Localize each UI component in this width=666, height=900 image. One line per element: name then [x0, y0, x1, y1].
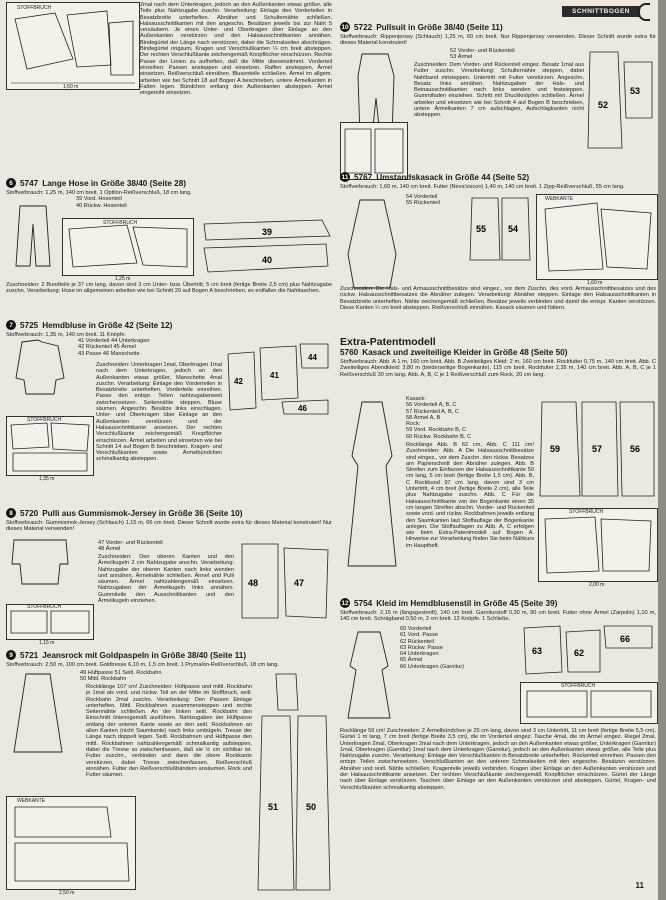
- svg-text:41: 41: [270, 371, 279, 380]
- section-heading: [6, 178, 332, 188]
- section-title: Kasack und zweiteilige Kleider in Größe 48 (Seite 50): [362, 348, 568, 357]
- piece-list: [98, 540, 163, 553]
- stoffbruch-label: STOFFBRUCH: [17, 5, 52, 11]
- shirtdress-illustration: [342, 626, 396, 722]
- page-number: 11: [635, 881, 644, 890]
- blouse-illustration: [8, 338, 72, 396]
- list-item: 64 Unterkragen: [400, 651, 439, 658]
- section-5760: [340, 336, 656, 588]
- svg-text:48: 48: [248, 578, 259, 588]
- stoffbruch-label: STOFFBRUCH: [103, 220, 138, 226]
- layout-diagram-5721: [6, 796, 136, 896]
- trouser-pattern-pieces: [202, 218, 332, 278]
- svg-text:62: 62: [574, 648, 585, 658]
- dress-illustration: [342, 396, 402, 574]
- pattern-code: 5767: [354, 172, 373, 182]
- fabric-usage: Stoffverbrauch: 1,25 m, 140 cm breit. 1 Optilon-Reißverschluß, 18 cm lang.: [6, 190, 192, 196]
- section-5721: [6, 650, 332, 896]
- layout-diagram-5720: [6, 604, 94, 646]
- svg-text:42: 42: [234, 377, 243, 386]
- section-title: Jeansrock mit Goldpaspeln in Größe 38/40 (Seite 11): [42, 650, 247, 660]
- list-item: 60 Rückw. Rockbahn B, C: [406, 433, 471, 440]
- svg-text:52: 52: [598, 100, 609, 110]
- svg-text:47: 47: [294, 578, 305, 588]
- section-text: Rocklänge Abb. B 62 cm, Abb. C 111 cm! Zuschneiden: Abb. A Die Halsausschnittbesätze sind eingez., vor dem Zuschn. den rückw. Besatzes am Papierschnitt den Abnäher zulegen. Abb. B Streifen zum Einfassen der Halsausschnittkante 50 cm lang, 5 cm breit (fertige Breite 1,5 cm). Abb. B, C Rockbund 97 cm lang, davon sind 3 cm Untertritt, 4 cm breit (fertige Breite 2 cm), alle Teile plus Nahtzugabe zuschn. Abb. C Für die Halsausschnittkante von der Bogenkante einen 35 cm langen Streifen abschn. Vorder- und Rückenteil sowie vord. und rückw. Rockbahnen jeweils entlang den Saumkanten laut Stoffauflage der Bogenkante anlegen. Die Stoffauflagen zu Abb. A, C erfolgen wie beim Extra-Patentmodell auf Bogen A. Hinweise zur Verarbeitung finden Sie beim Nähkurs im Hauptheft.: [406, 442, 534, 549]
- pullover-pattern-pieces: [238, 538, 332, 622]
- svg-text:66: 66: [620, 634, 631, 644]
- trousers-illustration: [8, 204, 58, 268]
- fabric-usage: Stoffverbrauch: 1,60 m, 140 cm breit. Futter (Neva'viscon) 1,40 m, 140 cm breit. 1 Zipp-Reißverschluß, 55 cm lang.: [340, 184, 625, 190]
- pattern-code: 5725: [20, 320, 39, 330]
- pullover-illustration: [8, 534, 72, 586]
- list-item: 53 Ärmel: [450, 54, 473, 61]
- section-title: Kleid im Hemdblusenstil in Größe 45 (Seite 39): [376, 598, 558, 608]
- number-badge: 7: [6, 320, 16, 330]
- fabric-usage: Stoffverbrauch: Gummismok-Jersey (Schlauch) 1,15 m, 66 cm breit. Dieser Schnitt wurde extra für dieses Material konstruiert! Nur dieses Material verwenden!: [6, 520, 332, 533]
- svg-text:46: 46: [298, 404, 307, 413]
- page-tab-marker: [638, 3, 650, 21]
- layout-diagram-5747: [62, 218, 194, 282]
- svg-text:54: 54: [508, 224, 519, 234]
- list-item: 60 Vorderteil: [400, 626, 432, 632]
- section-text: Zuschneiden: Die Hals- und Armausschnittbesätze sind eingez., vor dem Zuschn. des vord. Armausschnittbesatzes und des rückw. Halsausschnittbesatzes die Abnäher zulegen. Verarbeitung: Abnäher steppen. Einlage den Halsausschnittkanten in Besatzbreite unterheften. Nähte zeichengemäß schließen. Besätze jeweils verbinden und damit die entspr. Kanten verstürzen. Diese Kanten ¼ cm breit absteppen. Reißverschluß einnähen. Kasack säumen und füttern.: [340, 286, 656, 311]
- section-text: Rocklänge 59 cm! Zuschneiden: 2 Ärmelbündchen je 25 cm lang, davon sind 3 cm Untertritt, 11 cm breit (fertige Breite 5,5 cm). Gürtel 1 m lang, 7 cm breit (fertige Breite 3,5 cm), die im Vorderteil eingez. Tasche 4mal, die im Ärmel eingez. Riegel 2mal, Unterkragen 2mal, Oberkragen 2mal nach dem Unterkragen, jedoch an den Außenkanten etwas größer, Unterkragen (Garnitur) 1mal, Oberkragen (Garnitur) 1mal nach dem Unterkragen (Garnitur), jedoch an den Außenkanten etwas größer, alle Teile plus Nahtzugabe zuschn. Verarbeitung: Einlage den Verschlußkanten in Besatzbreite unterheften. Rückenteil einreihen. Passen den entspr. Teilen zwischensetzen. Verschlußkanten an den unteren Schmalseiten mit den angeschn. Besätzen verstürzen. Abnäher und restl. Nähte schließen. Kragenteile jeweils verbinden. Kragen über Einlage an den Außenkanten verstürzen und der Halsausschnittkante ansetzen. Der rechten Verschlußkante zeichengemäß Knopflöcher einschürzen. Gürtel der Länge nach über Einlage verstürzen. Taschen über Einlage an den Außenkanten verstürzen und absteppen. Gürtel, Kragen- und Verschlußkanten schmalkantig absteppen.: [340, 728, 656, 791]
- list-item: 61 Vord. Passe: [400, 632, 438, 639]
- piece-list: [80, 670, 161, 683]
- list-item: 43 Passe 46 Manschette: [78, 350, 140, 357]
- svg-text:50: 50: [306, 802, 317, 812]
- measure-label: 2,00 m: [589, 581, 605, 588]
- section-5720: [6, 508, 332, 646]
- section-title: Lange Hose in Größe 38/40 (Seite 28): [42, 178, 187, 188]
- list-item: 54 Vorderteil: [406, 194, 438, 200]
- number-badge: 8: [6, 508, 16, 518]
- layout-diagram-5754: [520, 682, 658, 724]
- svg-text:39: 39: [262, 227, 273, 237]
- pattern-code: 5720: [20, 508, 39, 518]
- list-item: 52 Vorder- und Rückenteil: [450, 48, 515, 54]
- list-item: Kasack:: [406, 396, 426, 402]
- piece-list: [406, 194, 440, 207]
- layout-diagram-5725: [6, 416, 94, 482]
- layout-diagram-top: [6, 2, 140, 90]
- stoffbruch-label: STOFFBRUCH: [27, 604, 62, 610]
- fabric-usage: Stoffverbrauch: 2,15 m (längsgestreift), 140 cm breit. Garniturstoff 0,30 m, 90 cm breit. Futter ohne Ärmel (Zarpolin) 1,10 m, 140 cm breit. Schrägband 0,50 m, 2 cm breit. 12 Knöpfe. 1 Schließe.: [340, 610, 656, 623]
- list-item: 41 Vorderteil 44 Unterkragen: [78, 338, 150, 344]
- number-badge: 6: [6, 178, 16, 188]
- svg-text:63: 63: [532, 646, 543, 656]
- measure-label: 2,50 m: [59, 889, 75, 896]
- section-title: Hemdbluse in Größe 42 (Seite 12): [42, 320, 173, 330]
- webkante-label: WEBKANTE: [545, 196, 574, 202]
- svg-text:51: 51: [268, 802, 279, 812]
- section-heading: [6, 650, 332, 660]
- fabric-usage: Stoffverbrauch: 2,50 m, 100 cm breit. Goldtresse 6,10 m, 1,5 cm breit. 1 Prymalon-Reißverschluß, 18 cm lang.: [6, 662, 279, 668]
- list-item: 63 Rückw. Passe: [400, 644, 443, 651]
- section-title: Pullsuit in Größe 38/40 (Seite 11): [376, 22, 503, 32]
- measure-label: 1,25 m: [115, 275, 131, 282]
- list-item: 57 Rückenteil A, B, C: [406, 408, 459, 415]
- svg-text:53: 53: [630, 86, 641, 96]
- shirtdress-pattern-pieces: [520, 622, 656, 678]
- pattern-code: 5722: [354, 22, 373, 32]
- stoffbruch-label: STOFFBRUCH: [27, 417, 62, 423]
- piece-list: [406, 396, 471, 440]
- top-left-text: 2mal nach dem Unterkragen, jedoch an den Außenkanten etwas größer, alle Teile plus Nahtzugabe zuschn. Verarbeitung: Einlage den Vorderteilen in Besatzbreite unterheften. Abnäher und Schulternähte schließen. Halsausschnittkanten mit den angeschn. Besätzen jeweils bis zur Naht 5 versäubern. Je einen Unter- und Oberkragen über Einlage an den Außenkanten verstürzen und den Halsausschnittkanten annähen. Bindegürtel der Länge nach verstürzen, dabei die Schmalseiten abschrägen. Bindegürtel ringsum, Kragen und Verschlußkanten ¼ cm breit absteppen. Der rechten Verschlußkante zeichengemäß Knopflöcher einschürzen. Rechte Passe der Linien zu aufheften, daß die Mitte übereinstimmt. Vorderteil einreihen. Passen ansteppen und einsetzen. Raffen ansteppen, Ärmel einsetzen. Reißverschluß einnähen. Blusenteile schließen. Ärmel im allgem. arbeiten wie bei Schnitt 18 auf Bogen A beschrieben, untere Ärmelkanten in Falten legen. Bündchen entlang den Außenkanten absteppen. Ärmel eingereiht einsetzen.: [140, 2, 332, 97]
- section-text: Zuschneiden: Den oberen Kanten und den Ärmelkugeln 2 cm Nahtzugabe anschn. Verarbeitung: Nahtzugabe der oberen Kanten nach links wenden und annähen. Ärmelnähte schließen. Ärmel und Pulli säumen. Ärmel nahtzahlengemäß einsetzen. Nahtzugaben der Ärmelkugeln links annähen. Gummiteile den Ausschnittkanten und den Ärmelkugeln einziehen.: [98, 554, 234, 605]
- section-heading: [6, 320, 332, 330]
- list-item: 58 Ärmel A, B: [406, 414, 441, 421]
- section-heading: [340, 172, 656, 182]
- list-item: 42 Rückenteil 45 Ärmel: [78, 344, 136, 351]
- page-edge: [658, 0, 666, 900]
- webkante-label: WEBKANTE: [17, 798, 46, 804]
- layout-diagram-5760: [538, 508, 658, 588]
- measure-label: 1,60 m: [587, 279, 603, 286]
- pattern-code: 5760: [340, 348, 359, 357]
- section-text: Zuschneiden: Unterkragen 1mal, Oberkragen 1mal nach dem Unterkragen, jedoch an den Außenkanten etwas größer, Manschette 4mal zuschn. Verarbeitung: Einlage den Vorderteilen in Besatzbreite unterheften. Vorderteile einreihen. Passe den entspr. Teilen nahtzugabenweit zwischensetzen. Seitennähte steppen. Bluse säumen. Angeschn. Besätze links einschlagen. Unter- und Oberkragen über Einlage an den Außenkanten verstürzen und der Halsausschnittkante ansetzen. Der rechten Verschlußkante zeichengemäß Knopflöcher einschürzen. Ärmel arbeiten und einsetzen wie bei Schnitt 14 auf Bogen B beschrieben. Kragen- und Verschlußkanten sowie Ärmelbündchen schmalkantig absteppen.: [96, 362, 222, 463]
- svg-text:56: 56: [630, 444, 641, 454]
- kasack-illustration: [342, 194, 402, 292]
- list-item: 47 Vorder- und Rückenteil: [98, 540, 163, 546]
- fabric-usage: Stoffverbrauch: Rippenjersey (Schlauch) 1,25 m, 60 cm breit. Nur Rippenjersey verwenden. Dieser Schnitt wurde extra für dieses Material konstruiert!: [340, 34, 656, 47]
- measure-label: 1,15 m: [39, 639, 55, 646]
- section-text: Zuschneiden: 2 Bundteile je 37 cm lang, davon sind 3 cm Unter- bzw. Übertritt, 5 cm breit (fertige Breite 2,5 cm) plus Nahtzugabe zuschn. Verarbeitung: Hose im allgemeinen arbeiten wie bei Schnitt 20 auf Bogen A beschrieben, es entfallen die Nahttaschen.: [6, 282, 332, 295]
- section-5747: [6, 178, 332, 295]
- section-text: Zuschneiden: Dem Vorder- und Rückenteil eingez. Besatz 1mal aus Futter zuschn. Verarbeitung: Schulternähte steppen, dabei Nahtband mitsteppen. Untertritt mit Futter verstürzen. Angeschn. Besatz links annähen. Nahtzugaben der Hals- und Beinausschnittkanten nach links wenden und feststeppen. Gummifaden einziehen. Schritt mit Druckknöpfen schließen. Ärmel arbeiten und einsetzen wie bei Schnitt 4 auf Bogen B beschrieben, untere Ärmelkanten 7 cm aufschlagen, Aufschlagkanten nicht absteppen.: [414, 62, 584, 119]
- pattern-code: 5747: [20, 178, 39, 188]
- section-heading: [340, 348, 656, 357]
- svg-text:57: 57: [592, 444, 603, 454]
- section-heading: [340, 598, 656, 608]
- list-item: 49 Hüftpasse 51 Seitl. Rockbahn: [80, 670, 162, 676]
- section-header: SCHNITTBOGEN: [562, 6, 640, 17]
- stoffbruch-label: STOFFBRUCH: [569, 509, 604, 515]
- section-5722: [340, 22, 656, 119]
- number-badge: 12: [341, 599, 349, 607]
- list-item: 50 Mittl. Rockbahn: [80, 676, 127, 683]
- section-title: Pulli aus Gummismok-Jersey in Größe 36 (Seite 10): [42, 508, 243, 518]
- extra-title: Extra-Patentmodell: [340, 336, 436, 348]
- piece-list: [76, 196, 332, 209]
- list-item: 55 Rückenteil: [406, 200, 440, 207]
- skirt-illustration: [8, 670, 68, 756]
- skirt-pattern-pieces: [256, 670, 332, 894]
- pattern-code: 5754: [354, 598, 373, 608]
- measure-label: 1,35 m: [39, 475, 55, 482]
- stoffbruch-label: STOFFBRUCH: [561, 683, 596, 689]
- piece-list: [450, 48, 515, 61]
- list-item: 66 Unterkragen (Garnitur): [400, 663, 465, 670]
- fabric-usage: Stoffverbrauch: Abb. A 1 m, 160 cm breit. Abb. B Zweiteiliges Kleid: 2 m, 160 cm breit. Rockfutter 0,75 m, 140 cm breit. Abb. C Zweiteiliges Abendkleid: 3,80 m (beiderseitige Bogenkante), 115 cm breit. Rockfutter 2,35 m, 140 cm breit. Abb. A, B, C je 1 Reißverschluß 30 cm lang. Abb. A, B, C je 1 Reißverschluß zum Rock, 20 cm lang.: [340, 359, 656, 378]
- list-item: 59 Vord. Rockbahn B, C: [406, 427, 467, 434]
- section-5754: [340, 598, 656, 791]
- blouse-pattern-pieces: [224, 338, 332, 418]
- number-badge: 11: [341, 173, 349, 181]
- section-text: Rockklänge 107 cm! Zuschneiden: Hüftpasse und mittl. Rockbahn je 1mal als vord. und rückw. Teil an der Mitte im Stoffbruch, seitl. Rockbahn 2mal zuschn. Verarbeitung: Den Passen Einlage unterheften. Mittl. Rockbahnen zusammensteppen und rechte Seitennähte schließen. An der linken seitl. Rockbahn den Einschnitt linienogemäß ausführen. Nahtzugaben der Hüftpasse entlang der unteren Kante sowie an den seitl. Rockbahnen an allen Kanten (nicht Saumkante) nach links umbügeln. Tresse der Länge nach doppelt legen. Seitl. Rockbahnen und Hüftpasse den mittl. Rockbahnen nahtzahlengemäß schmalkantig aufsteppen, dabei die Tresse so zwischenfassen, daß sie ½ cm sichtbar ist. Futter zuschn., verbinden und dann die obere Rockkante verstürzen, dabei Tresse zwischenfassen. Reißverschluß einnähen. Futter den Reißverschlußbändern ansäumen. Rock und Futter säumen.: [86, 684, 252, 779]
- pullsuit-pattern-pieces: [586, 48, 656, 158]
- fabric-usage: Stoffverbrauch: 1,35 m, 140 cm breit. 11 Knöpfe.: [6, 332, 127, 338]
- list-item: Rock:: [406, 421, 421, 428]
- svg-text:59: 59: [550, 444, 561, 454]
- svg-text:44: 44: [308, 353, 317, 362]
- svg-text:55: 55: [476, 224, 487, 234]
- kasack-pattern-pieces: [468, 194, 532, 264]
- top-left-text-block: [140, 2, 332, 96]
- list-item: 48 Ärmel: [98, 546, 121, 553]
- dress-pattern-pieces: [538, 396, 656, 500]
- list-item: 65 Ärmel: [400, 657, 423, 664]
- section-heading: [340, 22, 656, 32]
- list-item: 39 Vord. Hosenteil: [76, 196, 122, 203]
- section-5725: [6, 320, 332, 482]
- list-item: 56 Vorderteil A, B, C: [406, 402, 457, 409]
- piece-list: [400, 626, 464, 670]
- section-title: Umstandskasack in Größe 44 (Seite 52): [376, 172, 530, 182]
- section-5767: [340, 172, 656, 311]
- measure-label: 1,60 m: [63, 83, 79, 90]
- list-item: 40 Rückw. Hosenteil: [76, 202, 127, 209]
- number-badge: 10: [341, 23, 349, 31]
- section-heading: [6, 508, 332, 518]
- svg-text:40: 40: [262, 255, 273, 265]
- list-item: 62 Rückenteil: [400, 638, 434, 645]
- pattern-code: 5721: [20, 650, 39, 660]
- piece-list: [78, 338, 150, 357]
- number-badge: 9: [6, 650, 16, 660]
- layout-diagram-5767: [536, 194, 658, 286]
